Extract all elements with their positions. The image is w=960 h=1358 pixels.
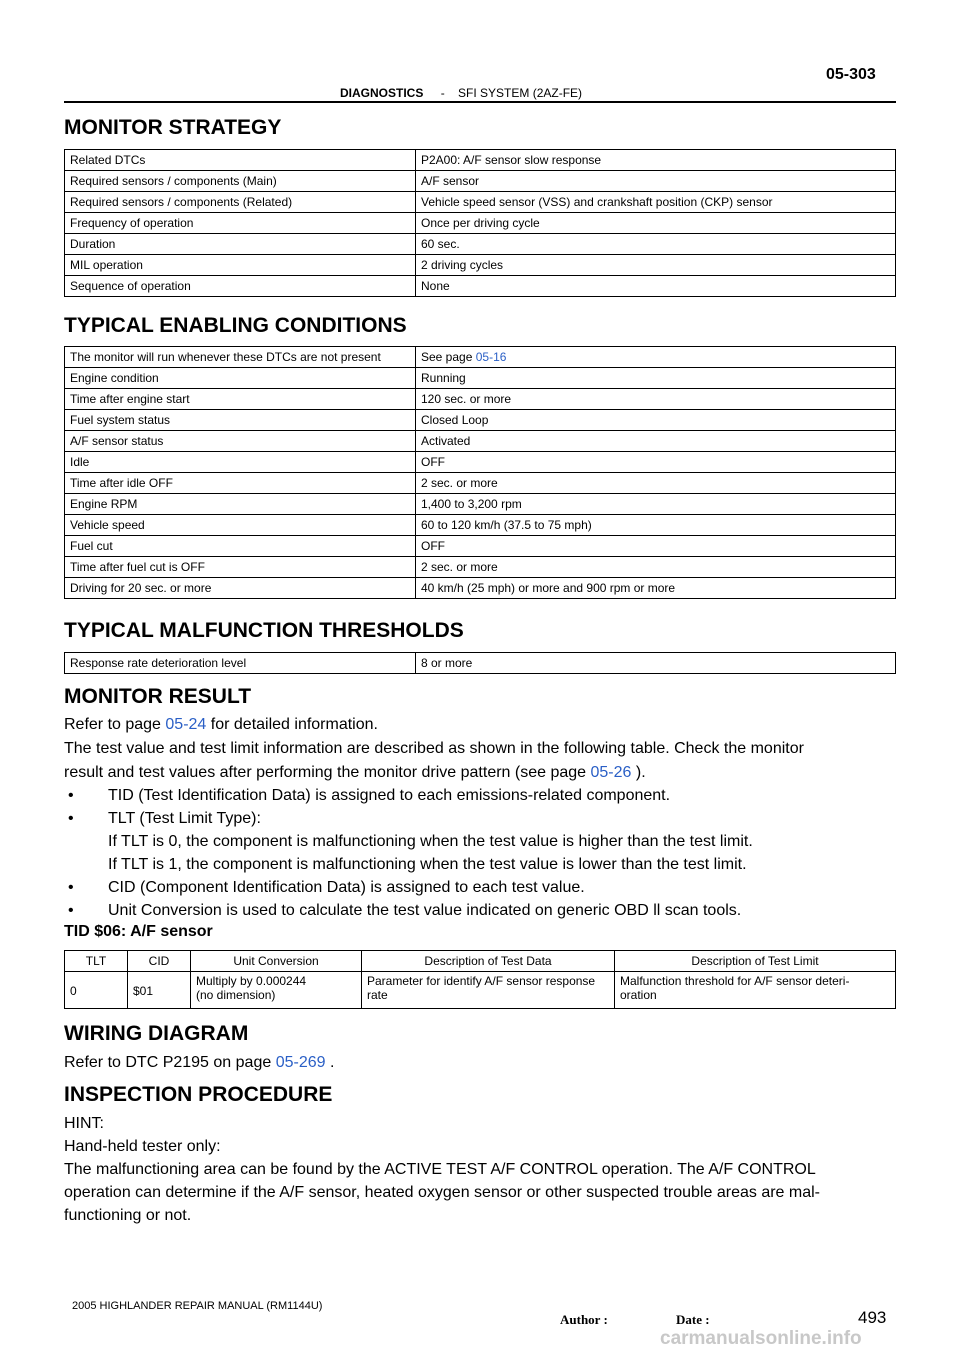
strategy-label: Duration xyxy=(65,234,416,255)
page-link-05-26[interactable]: 05-26 xyxy=(590,764,632,781)
cell-test-limit xyxy=(615,972,896,1009)
date-label: Date : xyxy=(676,1312,710,1327)
strategy-value: A/F sensor xyxy=(416,171,896,192)
table-row xyxy=(65,171,896,192)
line3-text: result and test values after performing the monitor drive pattern (see page xyxy=(64,764,591,781)
inspection-line2: The malfunctioning area can be found by the ACTIVE TEST A/F CONTROL operation. The A/F CONTROL xyxy=(64,1161,816,1178)
condition-label: A/F sensor status xyxy=(65,431,416,452)
bullet-cid: CID (Component Identification Data) is assigned to each test value. xyxy=(108,879,585,896)
table-row xyxy=(65,536,896,557)
header-subsection: SFI SYSTEM (2AZ-FE) xyxy=(458,86,583,100)
bullet-unit-conversion: Unit Conversion is used to calculate the test value indicated on generic OBD ll scan tools. xyxy=(108,902,742,919)
bullet-icon: • xyxy=(68,879,74,896)
unit-line: (no dimension) xyxy=(196,988,276,1002)
page-link-05-16[interactable]: 05-16 xyxy=(475,350,507,364)
inspection-procedure-title: INSPECTION PROCEDURE xyxy=(64,1083,333,1106)
inspection-line3: operation can determine if the A/F sensor, heated oxygen sensor or other suspected trouble areas are mal- xyxy=(64,1184,820,1201)
tid-table xyxy=(64,950,896,1009)
condition-label: Vehicle speed xyxy=(65,515,416,536)
table-row xyxy=(65,473,896,494)
limit-line: oration xyxy=(620,988,657,1002)
condition-value: 40 km/h (25 mph) or more and 900 rpm or more xyxy=(416,578,896,599)
ref-text: Refer to page xyxy=(64,716,166,733)
wiring-text: Refer to DTC P2195 on page xyxy=(64,1054,276,1071)
data-line: rate xyxy=(367,988,388,1002)
monitor-result-title: MONITOR RESULT xyxy=(64,685,252,708)
condition-value: Running xyxy=(416,368,896,389)
table-row xyxy=(65,150,896,171)
header-section: DIAGNOSTICS xyxy=(340,86,424,100)
table-row xyxy=(65,452,896,473)
col-header: Unit Conversion xyxy=(191,951,362,972)
table-row xyxy=(65,276,896,297)
running-header xyxy=(340,86,640,100)
table-row xyxy=(65,972,896,1009)
condition-label: Time after fuel cut is OFF xyxy=(65,557,416,578)
bullet-tlt: TLT (Test Limit Type): xyxy=(108,810,261,827)
strategy-label: Required sensors / components (Main) xyxy=(65,171,416,192)
table-row xyxy=(65,431,896,452)
ref-suffix: for detailed information. xyxy=(206,716,378,733)
wiring-suffix: . xyxy=(325,1054,335,1071)
strategy-value: Once per driving cycle xyxy=(416,213,896,234)
condition-value: OFF xyxy=(416,536,896,557)
manual-footer: 2005 HIGHLANDER REPAIR MANUAL (RM1144U) xyxy=(72,1300,323,1312)
bullet-icon: • xyxy=(68,787,74,804)
condition-label: Idle xyxy=(65,452,416,473)
monitor-result-line3 xyxy=(64,761,896,784)
strategy-label: Frequency of operation xyxy=(65,213,416,234)
inspection-line4: functioning or not. xyxy=(64,1207,192,1224)
unit-line: Multiply by 0.000244 xyxy=(196,974,307,988)
condition-label: Fuel cut xyxy=(65,536,416,557)
data-line: Parameter for identify A/F sensor response xyxy=(367,974,596,988)
strategy-label: Sequence of operation xyxy=(65,276,416,297)
table-row xyxy=(65,578,896,599)
thresholds-table xyxy=(64,652,896,674)
cell-tlt: 0 xyxy=(65,972,128,1009)
col-header: Description of Test Data xyxy=(362,951,615,972)
condition-value: Closed Loop xyxy=(416,410,896,431)
inspection-line1: Hand-held tester only: xyxy=(64,1138,221,1155)
wiring-diagram-title: WIRING DIAGRAM xyxy=(64,1022,249,1045)
table-row xyxy=(65,653,896,674)
enabling-conditions-table xyxy=(64,346,896,599)
strategy-label: Required sensors / components (Related) xyxy=(65,192,416,213)
see-page-text: See page xyxy=(421,350,476,364)
bullet-tid: TID (Test Identification Data) is assigned to each emissions-related component. xyxy=(108,787,671,804)
condition-label: Time after idle OFF xyxy=(65,473,416,494)
table-row xyxy=(65,557,896,578)
tlt-sub-1: If TLT is 1, the component is malfunctioning when the test value is lower than the test limit. xyxy=(108,856,747,873)
cell-cid: $01 xyxy=(128,972,191,1009)
col-header: Description of Test Limit xyxy=(615,951,896,972)
cell-test-data xyxy=(362,972,615,1009)
col-header: TLT xyxy=(65,951,128,972)
strategy-label: Related DTCs xyxy=(65,150,416,171)
strategy-label: MIL operation xyxy=(65,255,416,276)
table-row xyxy=(65,255,896,276)
table-row xyxy=(65,410,896,431)
strategy-value: 60 sec. xyxy=(416,234,896,255)
bullet-icon: • xyxy=(68,902,74,919)
cell-unit xyxy=(191,972,362,1009)
page-number: 493 xyxy=(858,1308,887,1327)
strategy-value: Vehicle speed sensor (VSS) and crankshaft position (CKP) sensor xyxy=(416,192,896,213)
header-rule xyxy=(64,101,896,103)
condition-label: The monitor will run whenever these DTCs are not present xyxy=(65,347,416,368)
condition-label: Engine RPM xyxy=(65,494,416,515)
table-row xyxy=(65,213,896,234)
condition-value xyxy=(416,347,896,368)
table-row xyxy=(65,389,896,410)
watermark: carmanualsonline.info xyxy=(660,1328,862,1349)
author-label: Author : xyxy=(560,1312,608,1327)
line3-suffix: ). xyxy=(631,764,646,781)
monitor-result-ref xyxy=(64,713,896,736)
table-row xyxy=(65,494,896,515)
condition-label: Time after engine start xyxy=(65,389,416,410)
condition-value: Activated xyxy=(416,431,896,452)
strategy-value: P2A00: A/F sensor slow response xyxy=(416,150,896,171)
threshold-label: Response rate deterioration level xyxy=(65,653,416,674)
condition-value: 2 sec. or more xyxy=(416,473,896,494)
condition-value: 2 sec. or more xyxy=(416,557,896,578)
header-dash: - xyxy=(440,86,445,100)
limit-line: Malfunction threshold for A/F sensor deteri- xyxy=(620,974,850,988)
strategy-value: None xyxy=(416,276,896,297)
table-row xyxy=(65,192,896,213)
bullet-icon: • xyxy=(68,810,74,827)
strategy-value: 2 driving cycles xyxy=(416,255,896,276)
condition-label: Driving for 20 sec. or more xyxy=(65,578,416,599)
threshold-value: 8 or more xyxy=(416,653,896,674)
tlt-sub-0: If TLT is 0, the component is malfunctioning when the test value is higher than the test limit. xyxy=(108,833,753,850)
condition-value: 120 sec. or more xyxy=(416,389,896,410)
page-link-05-24[interactable]: 05-24 xyxy=(165,716,207,733)
condition-value: OFF xyxy=(416,452,896,473)
condition-label: Engine condition xyxy=(65,368,416,389)
table-row xyxy=(65,234,896,255)
tid-title: TID $06: A/F sensor xyxy=(64,923,213,940)
page-code: 05-303 xyxy=(826,66,876,83)
monitor-result-line2: The test value and test limit information are described as shown in the following table. Check the monitor xyxy=(64,740,804,757)
table-row xyxy=(65,347,896,368)
table-row xyxy=(65,515,896,536)
thresholds-title: TYPICAL MALFUNCTION THRESHOLDS xyxy=(64,619,464,642)
monitor-strategy-table xyxy=(64,149,896,297)
condition-label: Fuel system status xyxy=(65,410,416,431)
table-header-row xyxy=(65,951,896,972)
condition-value: 60 to 120 km/h (37.5 to 75 mph) xyxy=(416,515,896,536)
monitor-strategy-title: MONITOR STRATEGY xyxy=(64,116,282,139)
condition-value: 1,400 to 3,200 rpm xyxy=(416,494,896,515)
table-row xyxy=(65,368,896,389)
hint-label: HINT: xyxy=(64,1115,104,1132)
enabling-conditions-title: TYPICAL ENABLING CONDITIONS xyxy=(64,314,407,337)
col-header: CID xyxy=(128,951,191,972)
page-link-05-269[interactable]: 05-269 xyxy=(275,1054,326,1071)
wiring-ref xyxy=(64,1051,896,1074)
